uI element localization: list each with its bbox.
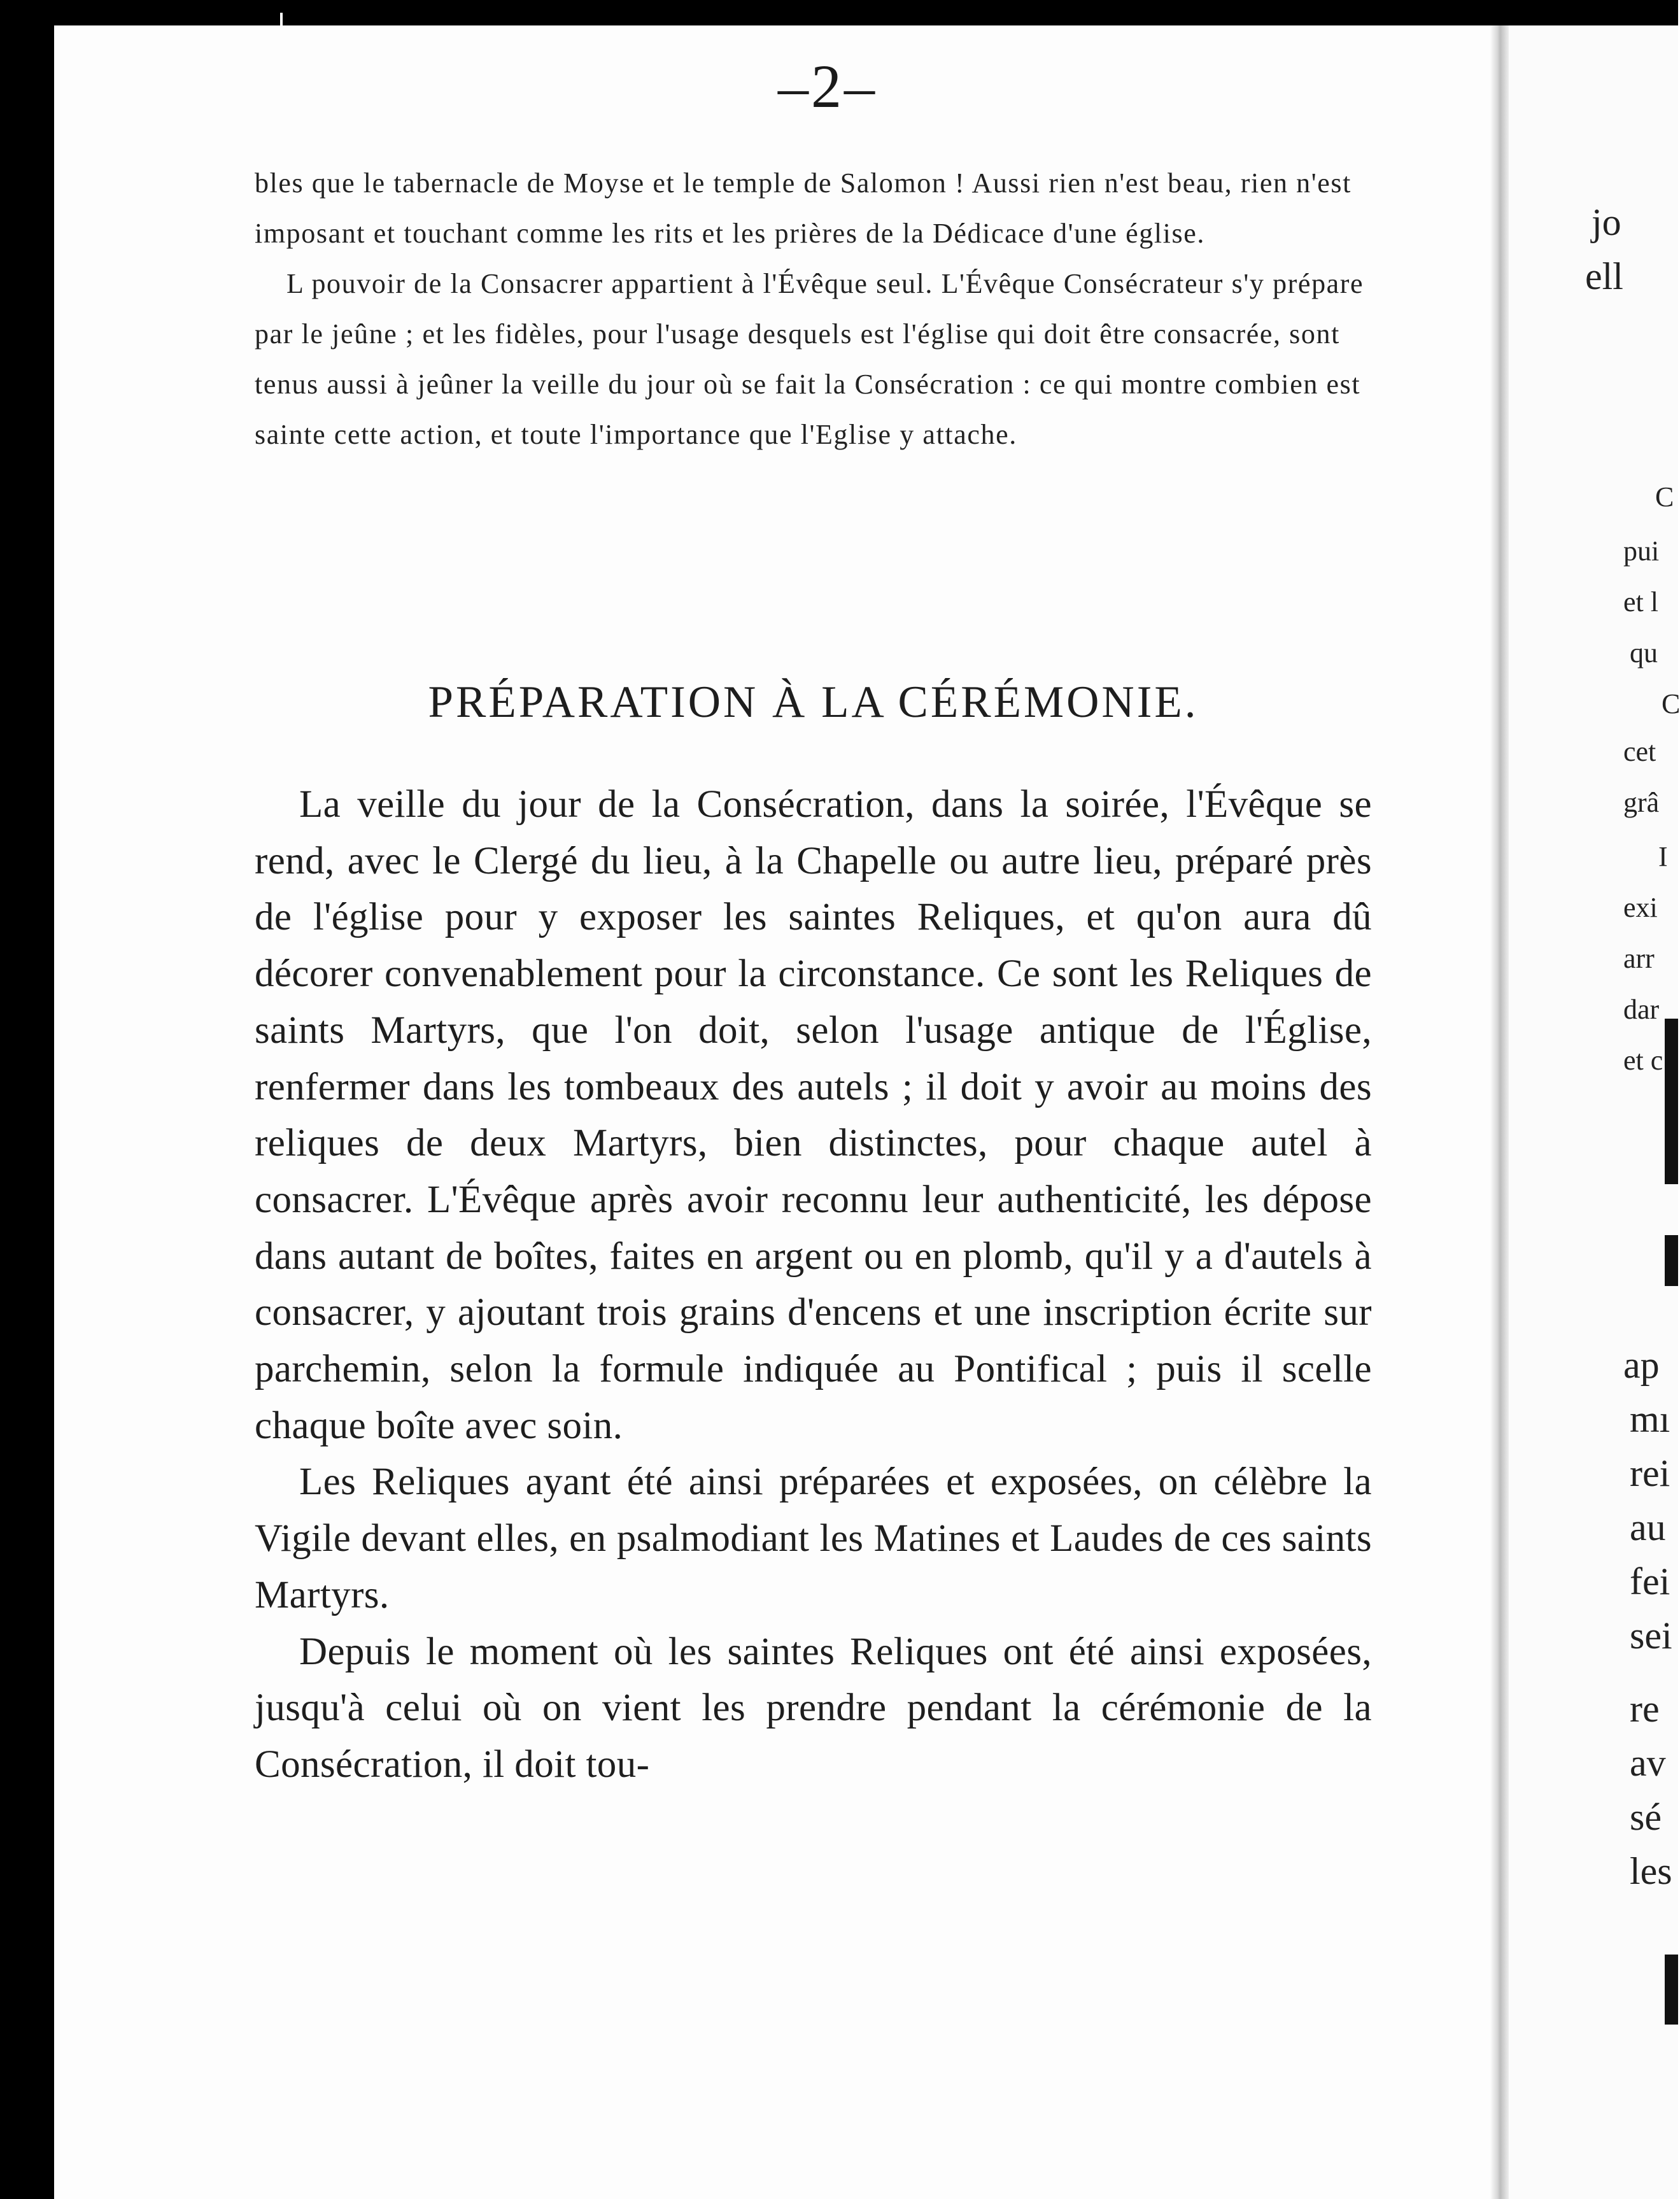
section-title: PRÉPARATION À LA CÉRÉMONIE. [428, 677, 1199, 727]
facing-fragment: mı [1630, 1398, 1670, 1440]
facing-fragment: les [1630, 1850, 1672, 1892]
intro-paragraph: bles que le tabernacle de Moyse et le temple de Salomon ! Aussi rien n'est beau, rien n'est imposant et touchant comme les rits et les prières de la Dédicace d'une église. [255, 167, 1352, 249]
facing-fragment: rei [1630, 1452, 1670, 1494]
scan-shadow [1665, 1955, 1678, 2025]
scan-border-left [0, 0, 54, 2199]
intro-text [255, 158, 1372, 460]
facing-fragment: grâ [1623, 787, 1660, 818]
facing-fragment: pui [1623, 535, 1660, 567]
facing-fragment: et c [1623, 1045, 1663, 1076]
facing-fragment: C [1662, 688, 1680, 719]
facing-fragment: re [1630, 1688, 1660, 1730]
facing-fragment: exi [1623, 892, 1658, 923]
body-paragraph: Les Reliques ayant été ainsi préparées et exposées, on célèbre la Vigile devant elles, en psalmodiant les Matines et Laudes de ces saints Martyrs. [255, 1460, 1372, 1616]
facing-fragment: jo [1592, 201, 1621, 243]
facing-fragment: C [1655, 481, 1674, 513]
facing-fragment: sei [1630, 1615, 1672, 1657]
facing-fragment: au [1630, 1506, 1666, 1548]
facing-fragment: ell [1585, 255, 1623, 297]
facing-fragment: sé [1630, 1796, 1662, 1838]
facing-fragment: ap [1623, 1344, 1660, 1386]
scan-shadow [1665, 1235, 1678, 1286]
facing-fragment: dar [1623, 994, 1660, 1025]
body-paragraph: La veille du jour de la Consécration, dans la soirée, l'Évêque se rend, avec le Clergé du lieu, à la Chapelle ou autre lieu, préparé près de l'église pour y exposer les saintes Reliques, et qu'on aura dû décorer convenablement pour la circonstance. Ce sont les Reliques de saints Martyrs, que l'on doit, selon l'usage antique de l'Église, renfermer dans les tombeaux des autels ; il doit y avoir au moins des reliques de deux Martyrs, bien distinctes, pour chaque autel à consacrer. L'Évêque après avoir reconnu leur authenticité, les dépose dans autant de boîtes, faites en argent ou en plomb, qu'il y a d'autels à consacrer, y ajoutant trois grains d'encens et une inscription écrite sur parchemin, selon la formule indiquée au Pontifical ; puis il scelle chaque boîte avec soin. [255, 783, 1372, 1447]
facing-fragment: I [1658, 841, 1668, 872]
intro-paragraph: L pouvoir de la Consacrer appartient à l'Évêque seul. L'Évêque Consécrateur s'y prépare par le jeûne ; et les fidèles, pour l'usage desquels est l'église qui doit être consacrée, sont tenus aussi à jeûner la veille du jour où se fait la Consécration : ce qui montre combien est sainte cette action, et toute l'importance que l'Eglise y attache. [255, 268, 1364, 450]
scan-border-top [0, 0, 1678, 25]
facing-fragment: cet [1623, 736, 1656, 767]
facing-fragment: arr [1623, 943, 1655, 974]
facing-fragment: qu [1630, 637, 1658, 668]
facing-page [1509, 25, 1678, 2199]
body-text [255, 777, 1372, 1793]
facing-fragment: et l [1623, 586, 1658, 618]
book-gutter [1490, 25, 1509, 2199]
facing-fragment: av [1630, 1742, 1666, 1784]
page-number: –2– [778, 52, 877, 120]
facing-fragment: fei [1630, 1560, 1670, 1602]
body-paragraph: Depuis le moment où les saintes Reliques ont été ainsi exposées, jusqu'à celui où on vient les prendre pendant la cérémonie de la Consécration, il doit tou- [255, 1630, 1372, 1786]
scan-shadow [1665, 1019, 1678, 1184]
